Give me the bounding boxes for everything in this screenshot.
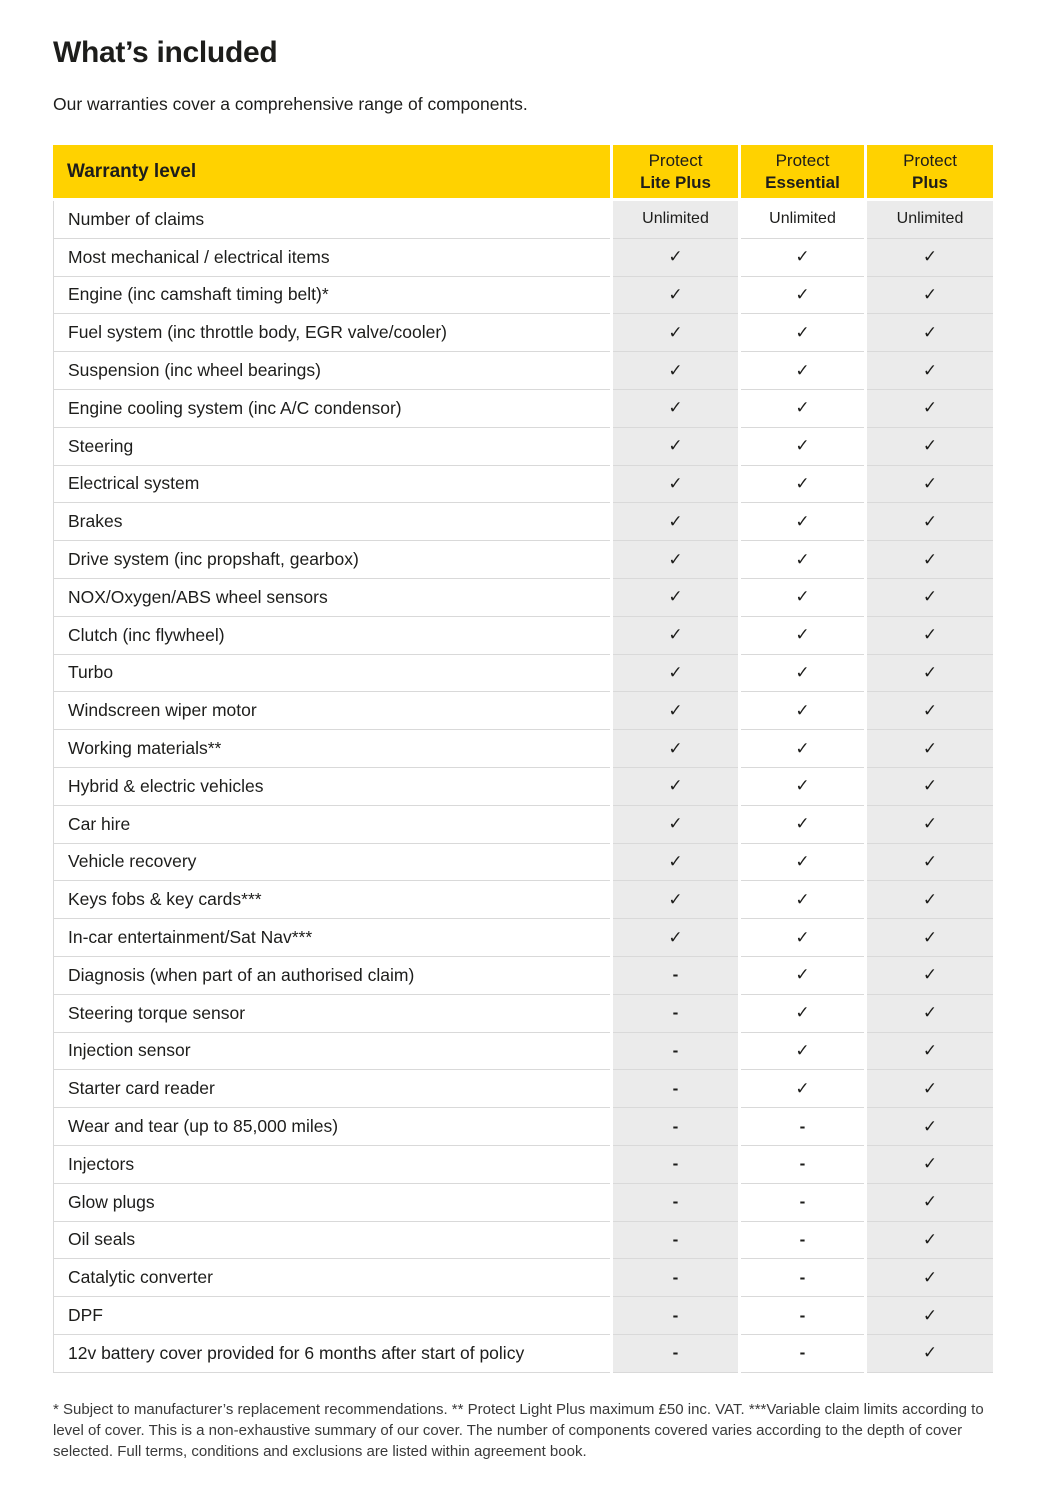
check-icon: ✓ xyxy=(741,352,864,390)
row-label: Vehicle recovery xyxy=(53,844,610,882)
check-icon: ✓ xyxy=(741,957,864,995)
row-label: Most mechanical / electrical items xyxy=(53,239,610,277)
check-icon: ✓ xyxy=(867,844,993,882)
check-icon: ✓ xyxy=(867,1222,993,1260)
check-icon: ✓ xyxy=(741,806,864,844)
row-label: Glow plugs xyxy=(53,1184,610,1222)
dash-mark: - xyxy=(741,1108,864,1146)
column-header-protect-essential xyxy=(741,145,864,198)
check-icon: ✓ xyxy=(867,957,993,995)
check-icon: ✓ xyxy=(867,1184,993,1222)
check-icon: ✓ xyxy=(867,466,993,504)
check-icon: ✓ xyxy=(613,730,738,768)
row-label: Injectors xyxy=(53,1146,610,1184)
page-subtitle: Our warranties cover a comprehensive range of components. xyxy=(53,94,528,114)
check-icon: ✓ xyxy=(867,1146,993,1184)
row-label: Suspension (inc wheel bearings) xyxy=(53,352,610,390)
row-label: Fuel system (inc throttle body, EGR valve/cooler) xyxy=(53,314,610,352)
check-icon: ✓ xyxy=(613,806,738,844)
check-icon: ✓ xyxy=(867,1033,993,1071)
check-icon: ✓ xyxy=(867,768,993,806)
warranty-level-header-cell: Warranty level xyxy=(53,145,610,198)
check-icon: ✓ xyxy=(613,503,738,541)
row-label: Car hire xyxy=(53,806,610,844)
table-header-row xyxy=(53,145,993,198)
check-icon: ✓ xyxy=(613,277,738,315)
dash-mark: - xyxy=(613,1108,738,1146)
dash-mark: - xyxy=(741,1146,864,1184)
row-label: 12v battery cover provided for 6 months after start of policy xyxy=(53,1335,610,1373)
cell-value: Unlimited xyxy=(613,201,738,239)
dash-mark: - xyxy=(613,1184,738,1222)
row-label: Steering xyxy=(53,428,610,466)
check-icon: ✓ xyxy=(613,239,738,277)
row-label: Windscreen wiper motor xyxy=(53,692,610,730)
row-label: Steering torque sensor xyxy=(53,995,610,1033)
row-label: Keys fobs & key cards*** xyxy=(53,881,610,919)
row-label: In-car entertainment/Sat Nav*** xyxy=(53,919,610,957)
check-icon: ✓ xyxy=(867,352,993,390)
dash-mark: - xyxy=(741,1297,864,1335)
check-icon: ✓ xyxy=(613,692,738,730)
column-header-brand: Protect xyxy=(648,150,703,170)
table-body xyxy=(53,201,993,1373)
check-icon: ✓ xyxy=(867,541,993,579)
check-icon: ✓ xyxy=(741,503,864,541)
check-icon: ✓ xyxy=(741,844,864,882)
check-icon: ✓ xyxy=(867,428,993,466)
check-icon: ✓ xyxy=(741,314,864,352)
row-label: Starter card reader xyxy=(53,1070,610,1108)
page-title: What’s included xyxy=(53,36,278,69)
row-label: Working materials** xyxy=(53,730,610,768)
check-icon: ✓ xyxy=(613,466,738,504)
row-label: Clutch (inc flywheel) xyxy=(53,617,610,655)
check-icon: ✓ xyxy=(867,692,993,730)
check-icon: ✓ xyxy=(867,1335,993,1373)
check-icon: ✓ xyxy=(613,579,738,617)
row-label: Hybrid & electric vehicles xyxy=(53,768,610,806)
check-icon: ✓ xyxy=(741,768,864,806)
dash-mark: - xyxy=(613,1070,738,1108)
check-icon: ✓ xyxy=(613,655,738,693)
dash-mark: - xyxy=(741,1335,864,1373)
row-label: Electrical system xyxy=(53,466,610,504)
check-icon: ✓ xyxy=(613,768,738,806)
row-label: Turbo xyxy=(53,655,610,693)
check-icon: ✓ xyxy=(613,390,738,428)
check-icon: ✓ xyxy=(867,579,993,617)
cell-value: Unlimited xyxy=(867,201,993,239)
check-icon: ✓ xyxy=(741,1033,864,1071)
check-icon: ✓ xyxy=(741,579,864,617)
check-icon: ✓ xyxy=(867,1259,993,1297)
footnote-text: * Subject to manufacturer’s replacement recommendations. ** Protect Light Plus maximum £50 inc. VAT. ***Variable claim limits according to level of cover. This is a non-exhaustive summary of our cover. The number of components covered varies according to the depth of cover selected. Full terms, conditions and exclusions are listed within agreement book. xyxy=(53,1400,984,1461)
row-label: Drive system (inc propshaft, gearbox) xyxy=(53,541,610,579)
check-icon: ✓ xyxy=(613,541,738,579)
dash-mark: - xyxy=(741,1222,864,1260)
dash-mark: - xyxy=(613,1297,738,1335)
check-icon: ✓ xyxy=(867,919,993,957)
column-header-tier: Essential xyxy=(765,172,840,192)
dash-mark: - xyxy=(613,1335,738,1373)
row-label: Engine cooling system (inc A/C condensor) xyxy=(53,390,610,428)
row-label: Wear and tear (up to 85,000 miles) xyxy=(53,1108,610,1146)
dash-mark: - xyxy=(613,1259,738,1297)
check-icon: ✓ xyxy=(867,390,993,428)
check-icon: ✓ xyxy=(741,692,864,730)
check-icon: ✓ xyxy=(867,239,993,277)
check-icon: ✓ xyxy=(613,352,738,390)
check-icon: ✓ xyxy=(867,277,993,315)
dash-mark: - xyxy=(613,1222,738,1260)
row-label: Brakes xyxy=(53,503,610,541)
row-label: Oil seals xyxy=(53,1222,610,1260)
check-icon: ✓ xyxy=(867,1070,993,1108)
check-icon: ✓ xyxy=(867,806,993,844)
row-label: Engine (inc camshaft timing belt)* xyxy=(53,277,610,315)
check-icon: ✓ xyxy=(613,617,738,655)
column-header-brand: Protect xyxy=(903,150,957,170)
check-icon: ✓ xyxy=(741,881,864,919)
check-icon: ✓ xyxy=(613,919,738,957)
row-label: NOX/Oxygen/ABS wheel sensors xyxy=(53,579,610,617)
column-header-tier: Lite Plus xyxy=(640,172,711,192)
check-icon: ✓ xyxy=(867,730,993,768)
check-icon: ✓ xyxy=(741,730,864,768)
row-label: Number of claims xyxy=(53,201,610,239)
check-icon: ✓ xyxy=(867,655,993,693)
check-icon: ✓ xyxy=(867,995,993,1033)
check-icon: ✓ xyxy=(867,617,993,655)
dash-mark: - xyxy=(613,1033,738,1071)
check-icon: ✓ xyxy=(741,390,864,428)
column-header-brand: Protect xyxy=(775,150,830,170)
check-icon: ✓ xyxy=(867,1108,993,1146)
dash-mark: - xyxy=(613,995,738,1033)
check-icon: ✓ xyxy=(867,1297,993,1335)
row-label: Diagnosis (when part of an authorised claim) xyxy=(53,957,610,995)
dash-mark: - xyxy=(741,1184,864,1222)
column-header-protect-plus xyxy=(867,145,993,198)
dash-mark: - xyxy=(613,957,738,995)
row-label: Catalytic converter xyxy=(53,1259,610,1297)
check-icon: ✓ xyxy=(741,239,864,277)
check-icon: ✓ xyxy=(867,314,993,352)
check-icon: ✓ xyxy=(867,503,993,541)
check-icon: ✓ xyxy=(741,995,864,1033)
check-icon: ✓ xyxy=(741,277,864,315)
check-icon: ✓ xyxy=(613,314,738,352)
check-icon: ✓ xyxy=(867,881,993,919)
column-header-tier: Plus xyxy=(912,172,948,192)
check-icon: ✓ xyxy=(741,541,864,579)
check-icon: ✓ xyxy=(613,844,738,882)
row-label: DPF xyxy=(53,1297,610,1335)
dash-mark: - xyxy=(613,1146,738,1184)
dash-mark: - xyxy=(741,1259,864,1297)
check-icon: ✓ xyxy=(741,1070,864,1108)
column-header-protect-lite-plus xyxy=(613,145,738,198)
check-icon: ✓ xyxy=(741,919,864,957)
warranty-comparison-table xyxy=(53,145,993,1373)
check-icon: ✓ xyxy=(741,466,864,504)
row-label: Injection sensor xyxy=(53,1033,610,1071)
check-icon: ✓ xyxy=(741,428,864,466)
check-icon: ✓ xyxy=(741,655,864,693)
check-icon: ✓ xyxy=(741,617,864,655)
check-icon: ✓ xyxy=(613,881,738,919)
cell-value: Unlimited xyxy=(741,201,864,239)
check-icon: ✓ xyxy=(613,428,738,466)
